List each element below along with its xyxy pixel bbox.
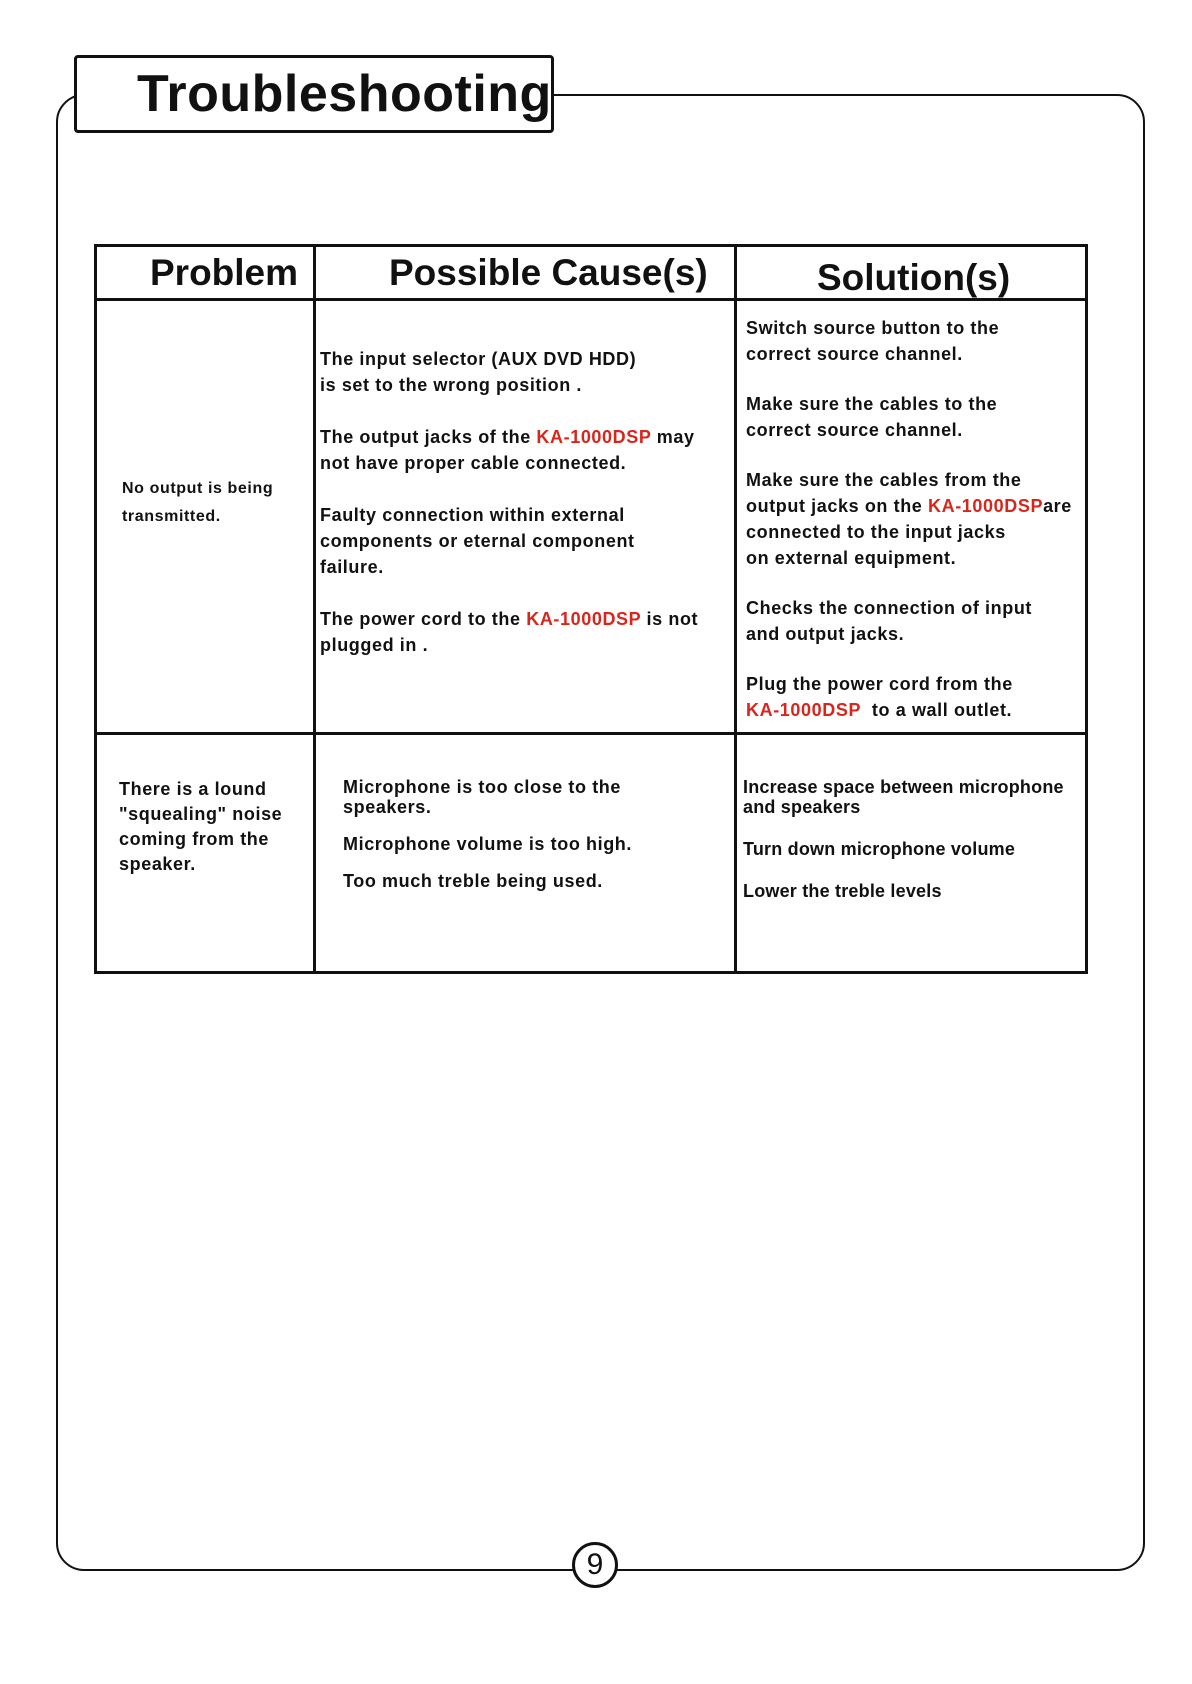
cause-text: is not [640, 609, 699, 629]
cause-item: Too much treble being used. [343, 871, 603, 891]
cause-text: failure. [320, 557, 384, 577]
cause-text: The output jacks of the [320, 427, 537, 447]
solution-text: on external equipment. [746, 548, 957, 568]
problem-line: coming from the [119, 829, 270, 849]
header-cause: Possible Cause(s) [389, 251, 708, 293]
problem-line: speaker. [119, 854, 196, 874]
row1-solutions [746, 315, 1086, 747]
solution-item: Lower the treble levels [743, 881, 942, 901]
row2-causes [343, 777, 723, 908]
troubleshooting-table [94, 244, 1088, 974]
row1-causes [320, 346, 730, 684]
row2-solutions [743, 777, 1083, 923]
cause-text: not have proper cable connected. [320, 453, 627, 473]
cause-text: may [651, 427, 695, 447]
model-name: KA-1000DSP [746, 700, 861, 720]
cause-item [320, 346, 730, 398]
solution-text: Switch source button to the [746, 318, 1000, 338]
row2-problem [119, 777, 309, 877]
cause-text: Faulty connection within external [320, 505, 625, 525]
solution-item [746, 315, 1086, 367]
solution-text: to a wall outlet. [860, 700, 1013, 720]
problem-line: No output is being [122, 480, 274, 497]
column-divider [734, 247, 737, 971]
solution-text: correct source channel. [746, 344, 963, 364]
cause-text: Microphone is too close to the [343, 777, 622, 797]
cause-item: Microphone volume is too high. [343, 834, 633, 854]
model-name: KA-1000DSP [526, 609, 641, 629]
solution-item [743, 777, 1083, 817]
cause-item [320, 606, 730, 658]
solution-text: Checks the connection of input [746, 598, 1033, 618]
cause-item [320, 502, 730, 580]
title-box [74, 55, 554, 133]
solution-item [746, 467, 1086, 571]
cause-text: speakers. [343, 797, 432, 817]
solution-text: connected to the input jacks [746, 522, 1006, 542]
cause-item [343, 777, 723, 817]
solution-text: output jacks on the [746, 496, 929, 516]
solution-item [746, 391, 1086, 443]
header-problem: Problem [150, 251, 299, 293]
cause-text: plugged in . [320, 635, 429, 655]
model-name: KA-1000DSP [536, 427, 652, 447]
solution-text: Make sure the cables from the [746, 470, 1022, 490]
solution-text: correct source channel. [746, 420, 963, 440]
header-solution: Solution(s) [817, 256, 1011, 298]
cause-text: The input selector (AUX DVD HDD) [320, 349, 637, 369]
row1-problem [122, 475, 273, 531]
problem-line: transmitted. [122, 508, 221, 525]
column-divider [313, 247, 316, 971]
cause-text: is set to the wrong position . [320, 375, 583, 395]
solution-text: Plug the power cord from the [746, 674, 1013, 694]
page-title: Troubleshooting [137, 65, 552, 123]
solution-text: are [1043, 496, 1072, 516]
solution-text: Make sure the cables to the [746, 394, 998, 414]
solution-item [746, 595, 1086, 647]
cause-text: components or eternal component [320, 531, 635, 551]
cause-item [320, 424, 730, 476]
solution-text: and speakers [743, 797, 861, 817]
page-number: 9 [572, 1542, 618, 1588]
solution-text: Increase space between microphone [743, 777, 1064, 797]
solution-item [746, 671, 1086, 723]
problem-line: There is a lound [119, 779, 267, 799]
solution-item: Turn down microphone volume [743, 839, 1016, 859]
solution-text: and output jacks. [746, 624, 905, 644]
cause-text: The power cord to the [320, 609, 527, 629]
problem-line: "squealing" noise [119, 804, 283, 824]
model-name: KA-1000DSP [928, 496, 1044, 516]
